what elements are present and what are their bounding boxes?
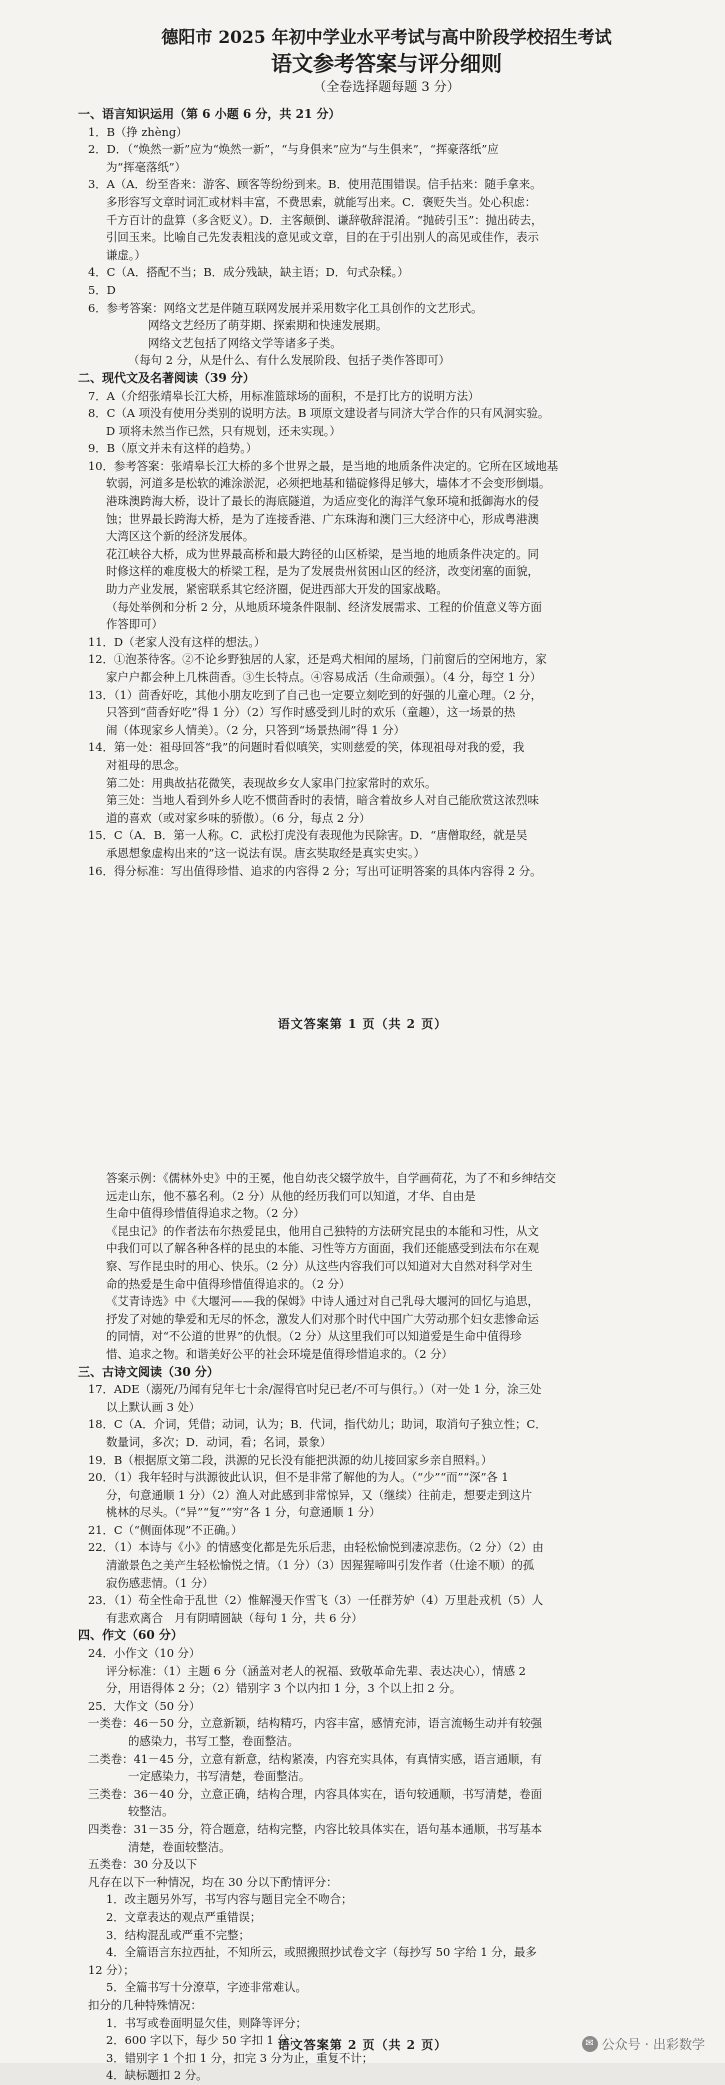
answer-line: 家户户都会种上几株茴香。③生长特点。④容易成活（生命顽强）。（4 分，每空 1 分） xyxy=(106,670,542,684)
answer-line: 闹（体现家乡人情美）。（2 分，只答到“场景热闹”得 1 分） xyxy=(106,722,405,737)
section-heading: 三、古诗文阅读（30 分） xyxy=(78,1364,219,1379)
answer-line: 分，用语得体 2 分；（2）错别字 3 个以内扣 1 分，3 个以上扣 2 分。 xyxy=(106,1681,462,1696)
answer-line: 千方百计的盘算（多含贬义）。D．主客颠倒、谦辞敬辞混淆。“抛砖引玉”：抛出砖去， xyxy=(106,212,543,227)
answer-line: 1．书写或卷面明显欠佳，则降等评分； xyxy=(106,2015,307,2030)
answer-line: 命的热爱是生命中值得珍惜值得追求的。（2 分） xyxy=(106,1276,351,1291)
section-heading: 二、现代文及名著阅读（39 分） xyxy=(78,370,255,385)
page-2-footer: 语文答案第 2 页（共 2 页） xyxy=(277,2038,448,2052)
answer-line: 多形容写文章时词汇或材料丰富，不费思索，就能写出来。C．褒贬失当。处心积虑： xyxy=(106,194,537,209)
answer-line: 网络文艺包括了网络文学等诸多子类。 xyxy=(148,335,342,350)
answer-line: 2．文章表达的观点严重错误； xyxy=(106,1909,262,1924)
answer-line: 9．B（原文并未有这样的趋势。） xyxy=(88,441,258,456)
answer-line: 道的喜欢（或对家乡味的骄傲）。（6 分，每点 2 分） xyxy=(106,810,371,825)
answer-line: 第二处：用典故拈花微笑，表现故乡女人家串门拉家常时的欢乐。 xyxy=(106,775,437,790)
answer-line: 分，句意通顺 1 分）（2）渔人对此感到非常惊异，又（继续）往前走，想要走到这片 xyxy=(106,1487,533,1502)
answer-page-2 xyxy=(0,1040,725,2083)
answer-line: D 项将未然当作已然，只有规划，还未实现。） xyxy=(106,423,341,438)
answer-line: 三类卷：36－40 分，立意正确，结构合理，内容具体实在，语句较通顺，书写清楚，卷面 xyxy=(88,1786,543,1801)
answer-line: 较整洁。 xyxy=(128,1804,174,1819)
answer-line: 以上默认画 3 处） xyxy=(106,1399,201,1414)
section-heading: 一、语言知识运用（第 6 小题 6 分，共 21 分） xyxy=(78,107,341,121)
answer-line: 桃林的尽头。（“异”“复”“穷”各 1 分，句意通顺 1 分） xyxy=(106,1505,381,1520)
page-2-body xyxy=(78,1170,685,2085)
answer-line: 五类卷：30 分及以下 xyxy=(88,1857,198,1872)
watermark-text: 公众号 · 出彩数学 xyxy=(601,2038,705,2053)
wechat-icon: ✉ xyxy=(582,2036,598,2052)
answer-line: 8．C（A 项没有使用分类别的说明方法。B 项原文建设者与同济大学合作的只有风洞实验。 xyxy=(88,406,550,421)
answer-line: （每处举例和分析 2 分，从地质环境条件限制、经济发展需求、工程的价值意义等方面 xyxy=(106,599,542,614)
answer-line: 软弱，河道多是松软的滩涂淤泥，必须把地基和锚碇修得足够大，墙体才不会变形倒塌。 xyxy=(106,476,551,491)
answer-line: 3．错别字 1 个扣 1 分，扣完 3 分为止，重复不计； xyxy=(106,2050,374,2065)
answer-line: 惜、追求之物。和谐美好公平的社会环境是值得珍惜追求的。（2 分） xyxy=(106,1346,453,1361)
answer-line: 4．缺标题扣 2 分。 xyxy=(106,2068,208,2083)
watermark xyxy=(582,2034,705,2053)
answer-line: 四类卷：31－35 分，符合题意，结构完整，内容比较具体实在，语句基本通顺，书写基本 xyxy=(88,1821,543,1836)
answer-line: 17．ADE（溺死/乃闻有兒年七十余/渥得官吋兒已老/不可与俱行。）（对一处 1 分，涂三处 xyxy=(88,1382,542,1397)
answer-line: 凡存在以下一种情况，均在 30 分以下酌情评分： xyxy=(88,1874,338,1889)
answer-line: 3．结构混乱或严重不完整； xyxy=(106,1927,250,1942)
answer-line: 网络文艺经历了萌芽期、探索期和快速发展期。 xyxy=(148,318,388,333)
answer-line: 中我们可以了解各种各样的昆虫的本能、习性等方方面面，我们还能感受到法布尔在观 xyxy=(106,1241,539,1256)
answer-line: 的同情，对“不公道的世界”的仇恨。（2 分）从这里我们可以知道爱是生命中值得珍 xyxy=(106,1329,522,1344)
answer-line: 引回玉来。比喻自己先发表粗浅的意见或文章，目的在于引出别人的高见或佳作，表示 xyxy=(106,230,539,245)
answer-line: 6．参考答案：网络文艺是伴随互联网发展并采用数字化工具创作的文艺形式。 xyxy=(88,300,483,315)
answer-line: 1．改主题另外写，书写内容与题目完全不吻合； xyxy=(106,1892,353,1907)
answer-line: 察、写作昆虫时的用心、快乐。（2 分）从这些内容我们可以知道对大自然对科学对生 xyxy=(106,1258,533,1273)
answer-line: 的感染力，书写工整，卷面整洁。 xyxy=(128,1734,299,1748)
answer-line: 16．得分标准：写出值得珍惜、追求的内容得 2 分；写出可证明答案的具体内容得 2 分。 xyxy=(88,863,542,878)
answer-line: 谦虚。） xyxy=(106,247,146,262)
answer-line: 数量词，多次；D．动词，看；名词，景象） xyxy=(106,1434,332,1449)
answer-line: 寂伤感悲情。（1 分） xyxy=(106,1575,214,1590)
answer-line: 11．D（老家人没有这样的想法。） xyxy=(88,634,266,649)
answer-line: 生命中值得珍惜值得追求之物。（2 分） xyxy=(106,1206,305,1221)
answer-line: 18．C（A．介词，凭借；动词，认为；B．代词，指代幼儿；助词，取消句子独立性；C． xyxy=(88,1417,547,1432)
answer-line: 23．（1）苟全性命于乱世（2）惟解漫天作雪飞（3）一任群芳妒（4）万里赴戎机（5）人 xyxy=(88,1593,544,1608)
answer-line: 《艾青诗选》中《大堰河——我的保姆》中诗人通过对自己乳母大堰河的回忆与追思， xyxy=(106,1294,539,1309)
section-heading: 四、作文（60 分） xyxy=(78,1628,183,1643)
answer-line: 2．D．（“焕然一新”应为“焕然一新”，“与身俱来”应为“与生俱来”，“挥豪落纸”应 xyxy=(88,142,499,157)
answer-line: 《昆虫记》的作者法布尔热爱昆虫，他用自己独特的方法研究昆虫的本能和习性，从文 xyxy=(106,1223,539,1238)
answer-line: 清澈景色之美产生轻松愉悦之情。（1 分）（3）因猩猩啼叫引发作者（仕途不顺）的孤 xyxy=(106,1558,535,1573)
answer-line: 助力产业发展，紧密联系其它经济圈，促进西部大开发的国家战略。 xyxy=(106,582,448,597)
answer-line: 一类卷：46－50 分，立意新颖，结构精巧，内容丰富，感情充沛，语言流畅生动并有较强 xyxy=(88,1716,543,1731)
answer-line: 19．B（根据原文第二段，洪源的兄长没有能把洪源的幼儿接回家乡亲自照料。） xyxy=(88,1452,493,1467)
answer-line: 抒发了对她的挚爱和无尽的怀念，激发人们对那个时代中国广大劳动那个妇女悲惨命运 xyxy=(106,1311,539,1326)
answer-line: 21．C（“侧面体现”不正确。） xyxy=(88,1522,243,1537)
answer-line: 12．①泡茶待客。②不论乡野独居的人家，还是鸡犬相闻的屋场，门前窗后的空闲地方，家 xyxy=(88,652,547,667)
answer-line: 清楚，卷面较整洁。 xyxy=(128,1839,231,1854)
answer-line: （每句 2 分，从是什么、有什么发展阶段、包括子类作答即可） xyxy=(128,353,451,368)
answer-line: 4．C（A．搭配不当；B．成分残缺，缺主语；D．句式杂糅。） xyxy=(88,265,409,280)
answer-line: 22．（1）本诗与《小》的情感变化都是先乐后悲，由轻松愉悦到凄凉悲伤。（2 分）（2）由 xyxy=(88,1540,544,1555)
answer-page-1 xyxy=(0,0,725,1040)
answer-line: 对祖母的思念。 xyxy=(106,757,186,772)
answer-line: 二类卷：41－45 分，立意有新意，结构紧凑，内容充实具体，有真情实感，语言通顺，有 xyxy=(88,1751,543,1766)
answer-line: 1．B（挣 zhèng） xyxy=(88,124,188,139)
page-1-footer: 语文答案第 1 页（共 2 页） xyxy=(277,1017,448,1031)
exam-title: 德阳市 2025 年初中学业水平考试与高中阶段学校招生考试 xyxy=(161,28,612,48)
answer-line: 10．参考答案：张靖皋长江大桥的多个世界之最，是当地的地质条件决定的。它所在区域地基 xyxy=(88,458,559,473)
answer-line: 3．A（A．纷至沓来：游客、顾客等纷纷到来。B．使用范围错误。信手拈来：随手拿来。 xyxy=(88,177,542,192)
answer-line: 14．第一处：祖母回答“我”的问题时看似嗔笑，实则慈爱的笑，体现祖母对我的爱，我 xyxy=(88,740,525,755)
document-title: 语文参考答案与评分细则 xyxy=(271,51,502,76)
answer-line: 7．A（介绍张靖皋长江大桥，用标准篮球场的面积，不是打比方的说明方法） xyxy=(88,388,480,403)
answer-line: 大湾区这个新的经济发展体。 xyxy=(106,529,255,544)
answer-line: 只答到“茴香好吃”得 1 分）（2）写作时感受到儿时的欢乐（童趣），这一场景的热 xyxy=(106,705,516,720)
document-subtitle: （全卷选择题每题 3 分） xyxy=(313,80,460,95)
answer-line: 5．D xyxy=(88,282,116,297)
answer-line: 承恩想象虚构出来的”这一说法有误。唐玄奘取经是真实史实。） xyxy=(106,845,426,860)
answer-line: 20．（1）我年轻时与洪源彼此认识，但不是非常了解他的为人。（“少”“而”“深”各 1 xyxy=(88,1470,509,1485)
answer-line: 24．小作文（10 分） xyxy=(88,1646,201,1661)
page-1-body xyxy=(78,106,685,880)
answer-line: 时修这样的难度极大的桥梁工程，是为了发展贵州贫困山区的经济，改变闭塞的面貌， xyxy=(106,564,539,579)
answer-line: 15．C（A．B．第一人称。C．武松打虎没有表现他为民除害。D．“唐僧取经，就是吴 xyxy=(88,828,528,843)
answer-line: 作答即可） xyxy=(106,617,163,632)
answer-line: 第三处：当地人看到外乡人吃不惯茴香时的表情，暗含着故乡人对自己能欣赏这浓烈味 xyxy=(106,793,539,808)
answer-line: 12 分）； xyxy=(88,1962,135,1977)
answer-line: 花江峡谷大桥，成为世界最高桥和最大跨径的山区桥梁，是当地的地质条件决定的。同 xyxy=(106,546,539,561)
answer-line: 港珠澳跨海大桥，设计了最长的海底隧道，为适应变化的海洋气象环境和抵御海水的侵 xyxy=(106,494,539,509)
answer-line: 13．（1）茴香好吃，其他小朋友吃到了自己也一定要立刻吃到的好强的儿童心理。（2 分， xyxy=(88,687,543,702)
answer-line: 5．全篇书写十分潦草，字迹非常难认。 xyxy=(106,1980,307,1995)
answer-line: 4．全篇语言东拉西扯，不知所云，或照搬照抄试卷文字（每抄写 50 字给 1 分，最多 xyxy=(106,1945,537,1960)
answer-line: 远走山东，他不慕名利。（2 分）从他的经历我们可以知道，才华、自由是 xyxy=(106,1188,476,1203)
answer-line: 25．大作文（50 分） xyxy=(88,1698,201,1713)
answer-line: 蚀；世界最长跨海大桥，是为了连接香港、广东珠海和澳门三大经济中心，形成粤港澳 xyxy=(106,511,539,526)
answer-line: 扣分的几种特殊情况： xyxy=(88,1997,202,2012)
answer-line: 2．600 字以下，每少 50 字扣 1 分； xyxy=(106,2033,301,2048)
answer-line: 答案示例：《儒林外史》中的王冕，他自幼丧父辍学放牛，自学画荷花，为了不和乡绅结交 xyxy=(106,1171,556,1185)
answer-line: 有悲欢离合 月有阴晴圆缺（每句 1 分，共 6 分） xyxy=(106,1610,363,1625)
answer-line: 为“挥毫落纸”） xyxy=(106,159,186,174)
answer-line: 一定感染力，书写清楚，卷面整洁。 xyxy=(128,1769,311,1784)
answer-line: 评分标准：（1）主题 6 分（涵盖对老人的祝福、致敬革命先辈、表达决心），情感 2 xyxy=(106,1663,526,1678)
